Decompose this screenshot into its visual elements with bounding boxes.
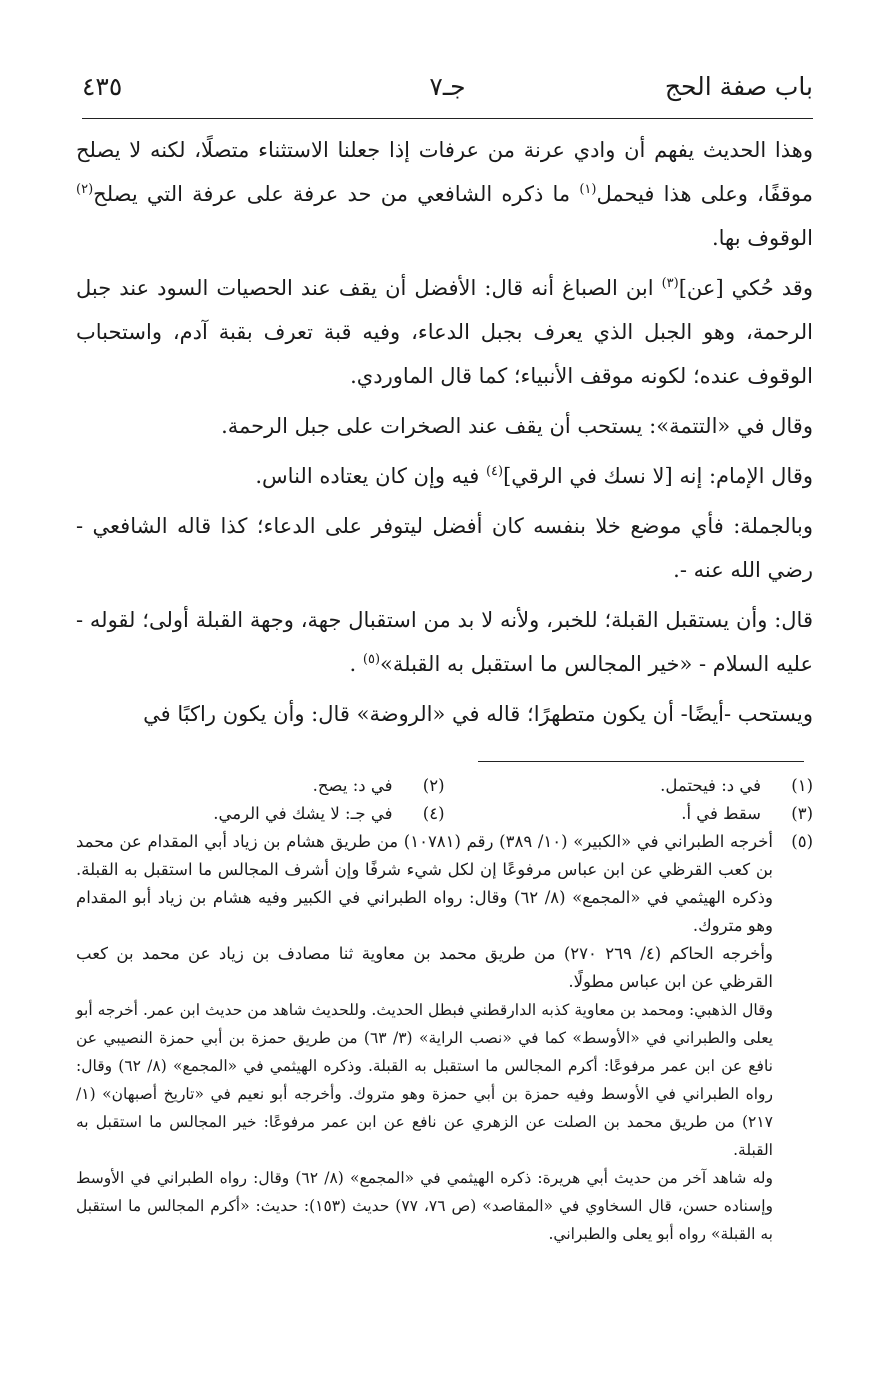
footnote-number: (٣): [791, 804, 813, 823]
page-number: ٤٣٥: [82, 72, 123, 101]
footnote-text: في د: فيحتمل.: [660, 776, 761, 795]
text-run: قال: وأن يستقبل القبلة؛ للخبر، ولأنه لا بد من استقبال جهة، وجهة القبلة أولى؛ لقوله - عليه السلام - «خير المجالس ما استقبل به القبلة»: [76, 608, 813, 676]
footnote-number: (١): [791, 776, 813, 795]
footnote-paragraph: وقال الذهبي: ومحمد بن معاوية كذبه الدارقطني فبطل الحديث. وللحديث شاهد من حديث ابن عمر. أخرجه أبو يعلى والطبراني في «الأوسط» كما في «نصب الراية» (٣/ ٦٣) من طريق حمزة بن أبي حمزة النصيبي عن نافع عن ابن عمر مرفوعًا: أكرم المجالس ما استقبل به القبلة. وذكره الهيثمي في «المجمع» (٨/ ٦٢) وقال: رواه الطبراني في الأوسط وفيه حمزة بن أبي حمزة وهو متروك. وأخرجه أبو نعيم في «تاريخ أصبهان» (١/ ٢١٧) من طريق محمد بن الصلت عن الزهري عن نافع عن ابن عمر مرفوعًا: خير المجالس ما استقبل به القبلة.: [76, 1001, 774, 1159]
text-run: وقد حُكي [عن]: [678, 276, 813, 300]
text-run: ما ذكره الشافعي من حد عرفة على عرفة التي يصلح: [93, 182, 580, 206]
footnote-text: سقط في أ.: [681, 804, 761, 823]
text-run: .: [349, 652, 363, 676]
footnote-ref: (٥): [362, 652, 381, 667]
footnote-paragraph: وله شاهد آخر من حديث أبي هريرة: ذكره الهيثمي في «المجمع» (٨/ ٦٢) وقال: رواه الطبراني في الأوسط وإسناده حسن، قال السخاوي في «المقاصد» (ص ٧٦، ٧٧) حديث (١٥٣): حديث: «أكرم المجالس ما استقبل به القبلة» رواه أبو يعلى والطبراني.: [76, 1169, 774, 1243]
paragraph: [76, 454, 813, 498]
footnote-ref: (٤): [485, 464, 504, 479]
footnote-ref: (١): [579, 182, 597, 197]
volume-label: جـ٧: [429, 72, 466, 101]
footnote-text: في جـ: لا يشك في الرمي.: [213, 804, 393, 823]
paragraph: [76, 598, 813, 686]
footnote-number: (٢): [422, 776, 445, 795]
footnote-separator: [478, 761, 804, 762]
footnote-paragraph: أخرجه الطبراني في «الكبير» (١٠/ ٣٨٩) رقم (١٠٧٨١) من طريق هشام بن زياد أبي المقدام عن محمد بن كعب القرظي عن ابن عباس مرفوعًا إن لكل شيء شرفًا وإن أشرف المجالس ما استقبل به القبلة. وذكره الهيثمي في «المجمع» (٨/ ٦٢) وقال: رواه الطبراني في الكبير وفيه هشام بن زياد أبو المقدام وهو متروك.: [76, 832, 773, 935]
text-run: وقال الإمام: إنه [لا نسك في الرقي]: [503, 464, 813, 488]
text-run: فيه وإن كان يعتاده الناس.: [255, 464, 486, 488]
footnote-text: في د: يصح.: [312, 776, 393, 795]
footnote-2: [76, 772, 445, 800]
footnote-row: [76, 772, 813, 800]
footnote-3: [445, 800, 814, 828]
paragraph: [76, 128, 813, 260]
footnote-paragraph: وأخرجه الحاكم (٤/ ٢٦٩ ٢٧٠) من طريق محمد بن معاوية ثنا مصادف بن زياد عن محمد بن كعب القرظي عن ابن عباس مطولًا.: [76, 944, 773, 991]
footnote-4: [76, 800, 445, 828]
footnote-1: [445, 772, 814, 800]
text-run: الوقوف بها.: [711, 226, 813, 250]
footnotes: [76, 772, 813, 1248]
footnote-row: [76, 800, 813, 828]
paragraph: وقال في «التتمة»: يستحب أن يقف عند الصخرات على جبل الرحمة.: [221, 414, 813, 438]
text-run: وهذا الحديث يفهم أن وادي عرنة من عرفات إذا جعلنا الاستثناء متصلًا، لكنه لا يصلح موقفًا، وعلى هذا فيحمل: [76, 138, 813, 206]
footnote-body: [76, 828, 773, 1248]
main-text: [76, 128, 813, 742]
paragraph: وبالجملة: فأي موضع خلا بنفسه كان أفضل ليتوفر على الدعاء؛ كذا قاله الشافعي - رضي الله عنه -.: [76, 514, 813, 582]
paragraph: [76, 266, 813, 398]
footnote-number: (٤): [422, 804, 445, 823]
footnote-ref: (٣): [661, 276, 679, 291]
paragraph: ويستحب -أيضًا- أن يكون متطهرًا؛ قاله في «الروضة» قال: وأن يكون راكبًا في: [143, 702, 813, 726]
footnote-ref: (٢): [76, 182, 94, 197]
footnote-5: [76, 828, 813, 1248]
footnote-number: (٥): [791, 832, 813, 851]
chapter-title: باب صفة الحج: [664, 72, 813, 101]
running-header: [82, 62, 813, 119]
text-run: ابن الصباغ أنه قال: الأفضل أن يقف عند الحصيات السود عند جبل الرحمة، وهو الجبل الذي يعرف بجبل الدعاء، وفيه قبة تعرف بقبة آدم، واستحباب الوقوف عنده؛ لكونه موقف الأنبياء؛ كما قال الماوردي.: [76, 276, 813, 388]
